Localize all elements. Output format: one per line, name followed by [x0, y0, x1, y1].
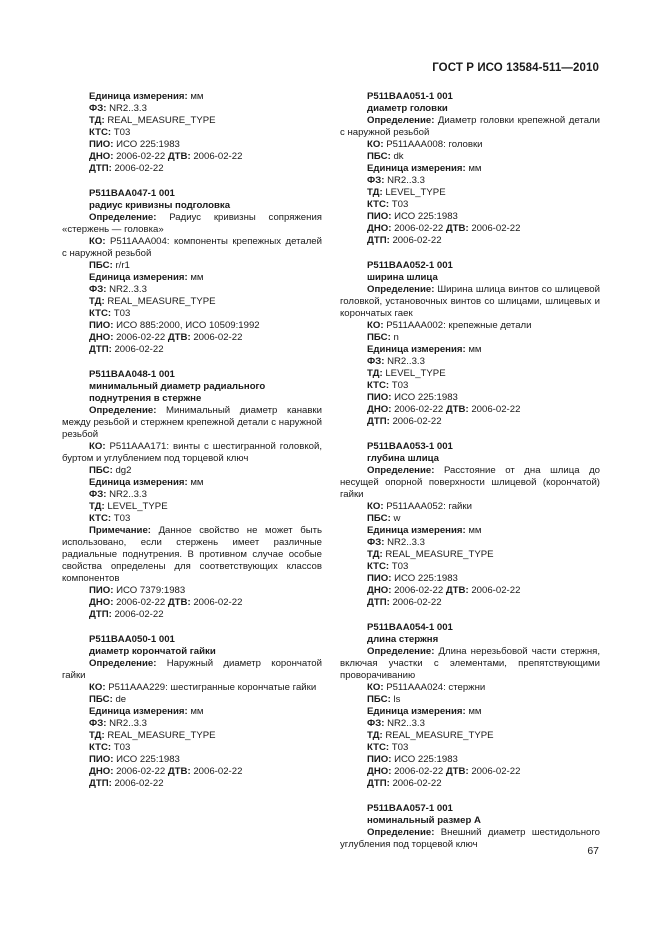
field-label: ДТВ: — [445, 585, 469, 596]
field-label: КТС: — [367, 742, 390, 753]
field-value: T03 — [391, 742, 409, 753]
field-label: ПБС: — [367, 513, 391, 524]
field-value: w — [393, 513, 401, 524]
field-label: ПБС: — [367, 332, 391, 343]
field-value: 2006-02-22 — [116, 597, 166, 608]
field-label: ТД: — [89, 501, 105, 512]
property-title: диаметр корончатой гайки — [89, 646, 216, 657]
field-label: КТС: — [89, 742, 112, 753]
property-paragraph — [62, 236, 322, 260]
field-line — [62, 754, 322, 766]
field-line — [62, 320, 322, 332]
field-value: r/r1 — [115, 260, 130, 271]
field-label: КТС: — [89, 513, 112, 524]
field-line — [62, 730, 322, 742]
field-label: ДНО: — [367, 766, 392, 777]
property-entry — [340, 91, 600, 247]
field-label: ПБС: — [89, 260, 113, 271]
field-value: P511AAA002: крепежные детали — [386, 320, 532, 331]
document-header: ГОСТ Р ИСО 13584-511—2010 — [432, 62, 599, 74]
field-label: Единица измерения: — [89, 706, 188, 717]
field-line — [62, 465, 322, 477]
field-line: ТД: REAL_MEASURE_TYPE — [89, 115, 216, 126]
field-line — [62, 501, 322, 513]
property-title: ширина шлица — [367, 272, 438, 283]
field-label: КО: — [367, 501, 384, 512]
field-label: ПИО: — [89, 754, 114, 765]
property-paragraph — [62, 682, 322, 694]
field-line — [340, 513, 600, 525]
para-label: Определение: — [367, 646, 435, 657]
para-label: Определение: — [367, 465, 435, 476]
field-line — [62, 332, 322, 344]
field-line — [62, 742, 322, 754]
field-line — [340, 706, 600, 718]
field-label: ПИО: — [367, 754, 392, 765]
field-value: NR2..3.3 — [387, 718, 425, 729]
field-value: мм — [468, 525, 482, 536]
property-entry — [340, 803, 600, 851]
field-value: мм — [190, 477, 204, 488]
para-label: Определение: — [89, 212, 157, 223]
property-paragraph — [62, 405, 322, 441]
field-value: P511AAA052: гайки — [386, 501, 472, 512]
field-line — [340, 368, 600, 380]
field-line — [62, 706, 322, 718]
field-value: LEVEL_TYPE — [107, 501, 168, 512]
property-entry — [62, 369, 322, 621]
field-value: мм — [190, 706, 204, 717]
field-label: ПИО: — [367, 211, 392, 222]
field-value: REAL_MEASURE_TYPE — [107, 296, 216, 307]
property-code: P511BAA057-1 001 — [367, 803, 453, 814]
field-line — [340, 585, 600, 597]
field-label: Единица измерения: — [367, 344, 466, 355]
field-label: ДТВ: — [445, 223, 469, 234]
property-paragraph — [340, 465, 600, 501]
field-value: REAL_MEASURE_TYPE — [385, 549, 494, 560]
para-label: Определение: — [367, 284, 435, 295]
field-value: 2006-02-22 — [114, 778, 164, 789]
continuation-block — [62, 91, 322, 175]
property-entry — [62, 188, 322, 356]
field-label: ФЗ: — [367, 718, 385, 729]
property-title: номинальный размер A — [367, 815, 481, 826]
para-text: P511AAA004: компоненты крепежных деталей с наружной резьбой — [62, 236, 323, 259]
field-label: ДНО: — [89, 597, 114, 608]
para-text: Диаметр головки крепежной детали с наружной резьбой — [340, 115, 600, 138]
field-label: ДТП: — [367, 416, 390, 427]
para-text: Расстояние от дна шлица до несущей опорной поверхности шлицевой (корончатой) гайки — [340, 465, 600, 500]
field-label: ФЗ: — [89, 489, 107, 500]
field-line — [340, 742, 600, 754]
property-title: минимальный диаметр радиального поднутрения в стержне — [89, 381, 266, 404]
field-line — [340, 223, 600, 235]
field-value: T03 — [113, 308, 131, 319]
field-value: 2006-02-22 — [193, 332, 243, 343]
field-line — [62, 609, 322, 621]
field-value: 2006-02-22 — [116, 332, 166, 343]
field-line — [340, 175, 600, 187]
field-label: ДТВ: — [167, 332, 191, 343]
field-line: ПИО: ИСО 225:1983 — [89, 139, 180, 150]
field-label: ДНО: — [367, 585, 392, 596]
field-value: NR2..3.3 — [387, 537, 425, 548]
field-value: REAL_MEASURE_TYPE — [107, 730, 216, 741]
field-value: 2006-02-22 — [193, 766, 243, 777]
field-label: ДНО: — [367, 404, 392, 415]
field-line — [340, 211, 600, 223]
field-label: ДТП: — [89, 778, 112, 789]
field-value: LEVEL_TYPE — [385, 368, 446, 379]
field-label: ДТВ: — [167, 766, 191, 777]
left-entries — [62, 188, 322, 790]
field-line — [62, 513, 322, 525]
field-line — [62, 344, 322, 356]
para-text: Данное свойство не может быть использовано, если стержень имеет различные радиальные поднутрения. В противном случае особые свойства определены для соответствующих классов компонентов — [62, 525, 323, 584]
field-label: КТС: — [367, 561, 390, 572]
field-line — [340, 537, 600, 549]
field-label: ДНО: — [89, 332, 114, 343]
field-value: 2006-02-22 — [471, 223, 521, 234]
field-value: P511AAA024: стержни — [386, 682, 486, 693]
field-label: ДТВ: — [445, 766, 469, 777]
property-paragraph — [62, 212, 322, 236]
field-value: мм — [468, 163, 482, 174]
field-line — [340, 730, 600, 742]
field-line — [340, 380, 600, 392]
field-line — [340, 682, 600, 694]
field-value: n — [393, 332, 399, 343]
para-text: Внешний диаметр шестидольного углубления под торцевой ключ — [340, 827, 600, 850]
para-text: Длина нерезьбовой части стержня, включая участки с элементами, препятствующими проворачиванию — [340, 646, 600, 681]
field-label: ТД: — [367, 549, 383, 560]
field-line — [340, 754, 600, 766]
para-label: КО: — [89, 441, 106, 452]
field-value: мм — [468, 344, 482, 355]
property-paragraph — [62, 441, 322, 465]
property-entry — [62, 634, 322, 790]
field-line — [340, 356, 600, 368]
field-label: ДНО: — [89, 766, 114, 777]
field-line — [62, 694, 322, 706]
field-label: ПИО: — [89, 320, 114, 331]
field-line — [340, 187, 600, 199]
field-line — [62, 585, 322, 597]
field-line — [340, 139, 600, 151]
property-code: P511BAA050-1 001 — [89, 634, 175, 645]
property-note — [62, 525, 322, 585]
field-label: Единица измерения: — [89, 272, 188, 283]
field-value: REAL_MEASURE_TYPE — [385, 730, 494, 741]
field-value: 2006-02-22 — [471, 766, 521, 777]
field-line — [340, 163, 600, 175]
para-label: Примечание: — [89, 525, 151, 536]
field-label: Единица измерения: — [367, 706, 466, 717]
field-line — [340, 344, 600, 356]
para-text: Наружный диаметр корончатой гайки — [62, 658, 322, 681]
field-label: ДТП: — [89, 609, 112, 620]
field-line — [62, 272, 322, 284]
right-column — [340, 91, 600, 864]
field-label: КТС: — [367, 380, 390, 391]
field-line — [62, 489, 322, 501]
field-line — [340, 332, 600, 344]
field-label: ДТП: — [367, 597, 390, 608]
field-value: dk — [393, 151, 404, 162]
field-value: NR2..3.3 — [387, 356, 425, 367]
field-value: NR2..3.3 — [109, 284, 147, 295]
property-entry — [340, 622, 600, 790]
para-label: КО: — [89, 236, 106, 247]
field-value: 2006-02-22 — [392, 597, 442, 608]
field-value: LEVEL_TYPE — [385, 187, 446, 198]
field-line — [340, 392, 600, 404]
field-line — [62, 296, 322, 308]
property-code: P511BAA053-1 001 — [367, 441, 453, 452]
field-label: КТС: — [89, 308, 112, 319]
field-line — [340, 718, 600, 730]
field-label: ТД: — [367, 187, 383, 198]
field-value: 2006-02-22 — [392, 416, 442, 427]
field-value: 2006-02-22 — [471, 585, 521, 596]
field-label: КО: — [367, 682, 384, 693]
field-value: NR2..3.3 — [109, 718, 147, 729]
field-line — [340, 766, 600, 778]
field-value: 2006-02-22 — [193, 597, 243, 608]
field-value: ls — [393, 694, 401, 705]
field-label: КТС: — [367, 199, 390, 210]
field-value: 2006-02-22 — [114, 344, 164, 355]
property-title: радиус кривизны подголовка — [89, 200, 231, 211]
para-text: P511AAA229: шестигранные корончатые гайки — [108, 682, 317, 693]
para-label: КО: — [89, 682, 106, 693]
field-line — [62, 260, 322, 272]
field-line — [340, 561, 600, 573]
field-line — [62, 597, 322, 609]
field-value: 2006-02-22 — [394, 585, 444, 596]
field-line: Единица измерения: мм — [89, 91, 204, 102]
field-label: ДТВ: — [167, 597, 191, 608]
field-line — [340, 501, 600, 513]
property-entry — [340, 260, 600, 428]
field-line — [340, 694, 600, 706]
field-value: 2006-02-22 — [392, 235, 442, 246]
field-value: T03 — [113, 513, 131, 524]
field-value: 2006-02-22 — [114, 609, 164, 620]
para-text: P511AAA171: винты с шестигранной головкой, буртом и углублением под торцевой ключ — [62, 441, 322, 464]
field-label: ПБС: — [89, 465, 113, 476]
field-label: ДНО: — [367, 223, 392, 234]
field-value: 2006-02-22 — [394, 766, 444, 777]
field-line — [340, 778, 600, 790]
field-value: NR2..3.3 — [109, 489, 147, 500]
para-label: Определение: — [89, 405, 157, 416]
field-line: ДТП: 2006-02-22 — [89, 163, 164, 174]
field-line — [340, 404, 600, 416]
field-label: ФЗ: — [89, 284, 107, 295]
para-label: Определение: — [89, 658, 157, 669]
field-label: ТД: — [367, 730, 383, 741]
page-number: 67 — [587, 845, 599, 857]
property-paragraph — [340, 115, 600, 139]
field-value: 2006-02-22 — [394, 223, 444, 234]
field-value: 2006-02-22 — [116, 766, 166, 777]
field-label: ТД: — [367, 368, 383, 379]
field-label: ФЗ: — [367, 175, 385, 186]
property-paragraph — [340, 827, 600, 851]
field-value: dg2 — [115, 465, 132, 476]
field-value: ИСО 7379:1983 — [116, 585, 186, 596]
field-line — [340, 416, 600, 428]
field-line: ДНО: 2006-02-22 ДТВ: 2006-02-22 — [89, 151, 243, 162]
field-label: ПБС: — [89, 694, 113, 705]
field-line — [340, 597, 600, 609]
property-title: диаметр головки — [367, 103, 448, 114]
property-entry — [340, 441, 600, 609]
para-text: Ширина шлица винтов со шлицевой головкой, установочных винтов со шлицами, шлицевых и корончатых гаек — [340, 284, 600, 319]
field-line — [340, 573, 600, 585]
field-line — [62, 284, 322, 296]
field-label: ТД: — [89, 296, 105, 307]
field-label: ПБС: — [367, 151, 391, 162]
field-value: T03 — [391, 199, 409, 210]
property-code: P511BAA051-1 001 — [367, 91, 453, 102]
property-code: P511BAA054-1 001 — [367, 622, 453, 633]
right-entries — [340, 91, 600, 851]
field-line — [340, 549, 600, 561]
field-label: ПБС: — [367, 694, 391, 705]
field-value: T03 — [391, 561, 409, 572]
para-text: Минимальный диаметр канавки между резьбой и стержнем крепежной детали с наружной резьбой — [62, 405, 322, 440]
para-text: Радиус кривизны сопряжения «стержень — головка» — [62, 212, 322, 235]
field-value: de — [115, 694, 127, 705]
field-value: NR2..3.3 — [387, 175, 425, 186]
field-label: КО: — [367, 320, 384, 331]
property-code: P511BAA048-1 001 — [89, 369, 175, 380]
field-line — [62, 718, 322, 730]
field-label: КО: — [367, 139, 384, 150]
field-label: ФЗ: — [89, 718, 107, 729]
field-line: КТС: T03 — [89, 127, 131, 138]
field-label: ДТП: — [89, 344, 112, 355]
field-value: 2006-02-22 — [394, 404, 444, 415]
field-value: ИСО 225:1983 — [116, 754, 180, 765]
field-value: P511AAA008: головки — [386, 139, 483, 150]
field-label: ФЗ: — [367, 356, 385, 367]
para-label: Определение: — [367, 115, 435, 126]
field-value: T03 — [113, 742, 131, 753]
field-value: ИСО 225:1983 — [394, 211, 458, 222]
para-label: Определение: — [367, 827, 435, 838]
field-line — [62, 477, 322, 489]
field-value: 2006-02-22 — [471, 404, 521, 415]
field-line — [340, 235, 600, 247]
field-value: ИСО 225:1983 — [394, 573, 458, 584]
property-code: P511BAA052-1 001 — [367, 260, 453, 271]
field-line — [340, 151, 600, 163]
field-value: T03 — [391, 380, 409, 391]
property-paragraph — [62, 658, 322, 682]
field-value: ИСО 885:2000, ИСО 10509:1992 — [116, 320, 260, 331]
left-column — [62, 91, 322, 803]
property-code: P511BAA047-1 001 — [89, 188, 175, 199]
field-label: ДТП: — [367, 235, 390, 246]
field-line — [62, 308, 322, 320]
field-line — [340, 199, 600, 211]
field-value: мм — [190, 272, 204, 283]
field-value: ИСО 225:1983 — [394, 392, 458, 403]
field-line — [340, 525, 600, 537]
field-label: Единица измерения: — [367, 525, 466, 536]
field-line — [62, 778, 322, 790]
field-line: ФЗ: NR2..3.3 — [89, 103, 147, 114]
field-value: 2006-02-22 — [392, 778, 442, 789]
field-label: ПИО: — [367, 392, 392, 403]
property-paragraph — [340, 284, 600, 320]
field-value: ИСО 225:1983 — [394, 754, 458, 765]
field-label: Единица измерения: — [89, 477, 188, 488]
field-line — [62, 766, 322, 778]
field-label: ТД: — [89, 730, 105, 741]
property-paragraph — [340, 646, 600, 682]
property-title: глубина шлица — [367, 453, 440, 464]
field-line — [340, 320, 600, 332]
field-value: мм — [468, 706, 482, 717]
field-label: Единица измерения: — [367, 163, 466, 174]
field-label: ПИО: — [367, 573, 392, 584]
field-label: ДТП: — [367, 778, 390, 789]
property-title: длина стержня — [367, 634, 439, 645]
field-label: ДТВ: — [445, 404, 469, 415]
field-label: ФЗ: — [367, 537, 385, 548]
field-label: ПИО: — [89, 585, 114, 596]
